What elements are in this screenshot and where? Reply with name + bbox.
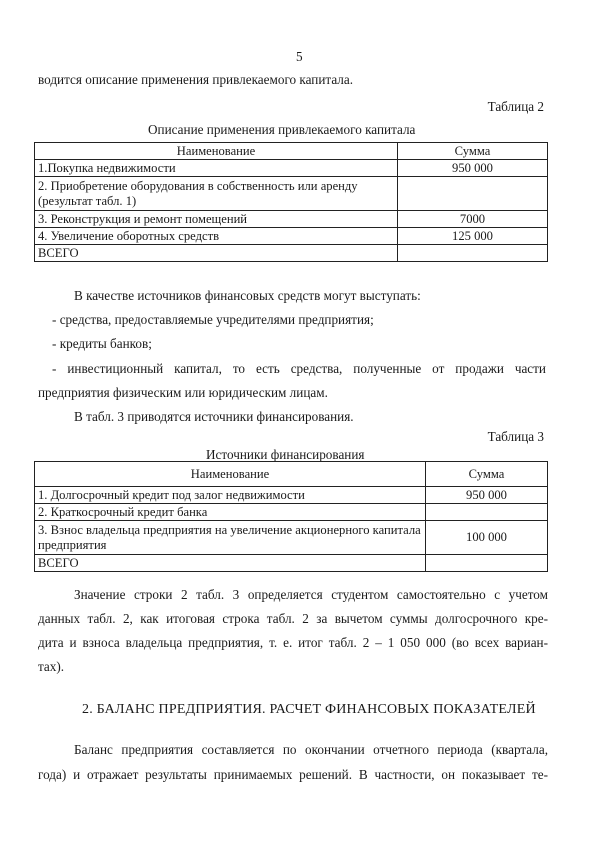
table-cell-name: 1.Покупка недвижимости [35, 160, 398, 177]
table-header-row [35, 143, 548, 160]
table-cell-sum: 950 000 [426, 487, 548, 504]
table-header-row [35, 462, 548, 487]
closing-line2: года) и отражает результаты принимаемых решений. В частности, он показывает те- [38, 767, 548, 782]
table-cell-sum: 125 000 [398, 228, 548, 245]
table-cell-name: 4. Увеличение оборотных средств [35, 228, 398, 245]
intro-line: водится описание применения привлекаемого капитала. [38, 72, 354, 87]
table-cell-sum [398, 177, 548, 211]
table-row [35, 521, 548, 555]
bullet-investment-line2: предприятия физическим или юридическим лицам. [38, 385, 328, 400]
table-cell-name: ВСЕГО [35, 245, 398, 262]
table-header-name: Наименование [35, 143, 398, 160]
note-line3: дита и взноса владельца предприятия, т. е. итог табл. 2 – 1 050 000 (во всех вариан- [38, 635, 548, 650]
page-number: 5 [296, 49, 303, 64]
table-row [35, 160, 548, 177]
table-row [35, 487, 548, 504]
section-heading: 2. БАЛАНС ПРЕДПРИЯТИЯ. РАСЧЕТ ФИНАНСОВЫХ ПОКАЗАТЕЛЕЙ [82, 702, 536, 717]
table-cell-sum [426, 504, 548, 521]
note-line2: данных табл. 2, как итоговая строка табл. 2 за вычетом суммы долгосрочного кре- [38, 611, 548, 626]
table3-title: Источники финансирования [206, 447, 365, 462]
table-cell-name: 2. Краткосрочный кредит банка [35, 504, 426, 521]
table-cell-sum [398, 245, 548, 262]
table-row [35, 177, 548, 211]
table-cell-name: 1. Долгосрочный кредит под залог недвижимости [35, 487, 426, 504]
bullet-investment-line1: - инвестиционный капитал, то есть средства, полученные от продажи части [52, 361, 546, 376]
paragraph-table3-intro: В табл. 3 приводятся источники финансирования. [74, 409, 354, 424]
table-cell-sum: 100 000 [426, 521, 548, 555]
table-row [35, 211, 548, 228]
table-cell-sum: 7000 [398, 211, 548, 228]
table-header-name: Наименование [35, 462, 426, 487]
table-header-sum: Сумма [426, 462, 548, 487]
table-row [35, 555, 548, 572]
table-header-sum: Сумма [398, 143, 548, 160]
bullet-founders: - средства, предоставляемые учредителями предприятия; [52, 312, 374, 327]
table2-title: Описание применения привлекаемого капитала [148, 122, 416, 137]
paragraph-sources: В качестве источников финансовых средств могут выступать: [74, 288, 421, 303]
table3 [34, 461, 548, 572]
table-cell-name: 2. Приобретение оборудования в собственность или аренду (результат табл. 1) [35, 177, 398, 211]
note-line4: тах). [38, 659, 65, 674]
closing-line1: Баланс предприятия составляется по окончании отчетного периода (квартала, [74, 742, 548, 757]
table-cell-name: 3. Реконструкция и ремонт помещений [35, 211, 398, 228]
table2 [34, 142, 548, 262]
table-cell-sum [426, 555, 548, 572]
table-cell-sum: 950 000 [398, 160, 548, 177]
table-row [35, 228, 548, 245]
bullet-bank-credits: - кредиты банков; [52, 336, 152, 351]
table2-label: Таблица 2 [487, 99, 544, 114]
note-line1: Значение строки 2 табл. 3 определяется студентом самостоятельно с учетом [74, 587, 548, 602]
table-cell-name: 3. Взнос владельца предприятия на увеличение акционерного капитала предприятия [35, 521, 426, 555]
table-row [35, 504, 548, 521]
table-row [35, 245, 548, 262]
table-cell-name: ВСЕГО [35, 555, 426, 572]
table3-label: Таблица 3 [487, 429, 544, 444]
